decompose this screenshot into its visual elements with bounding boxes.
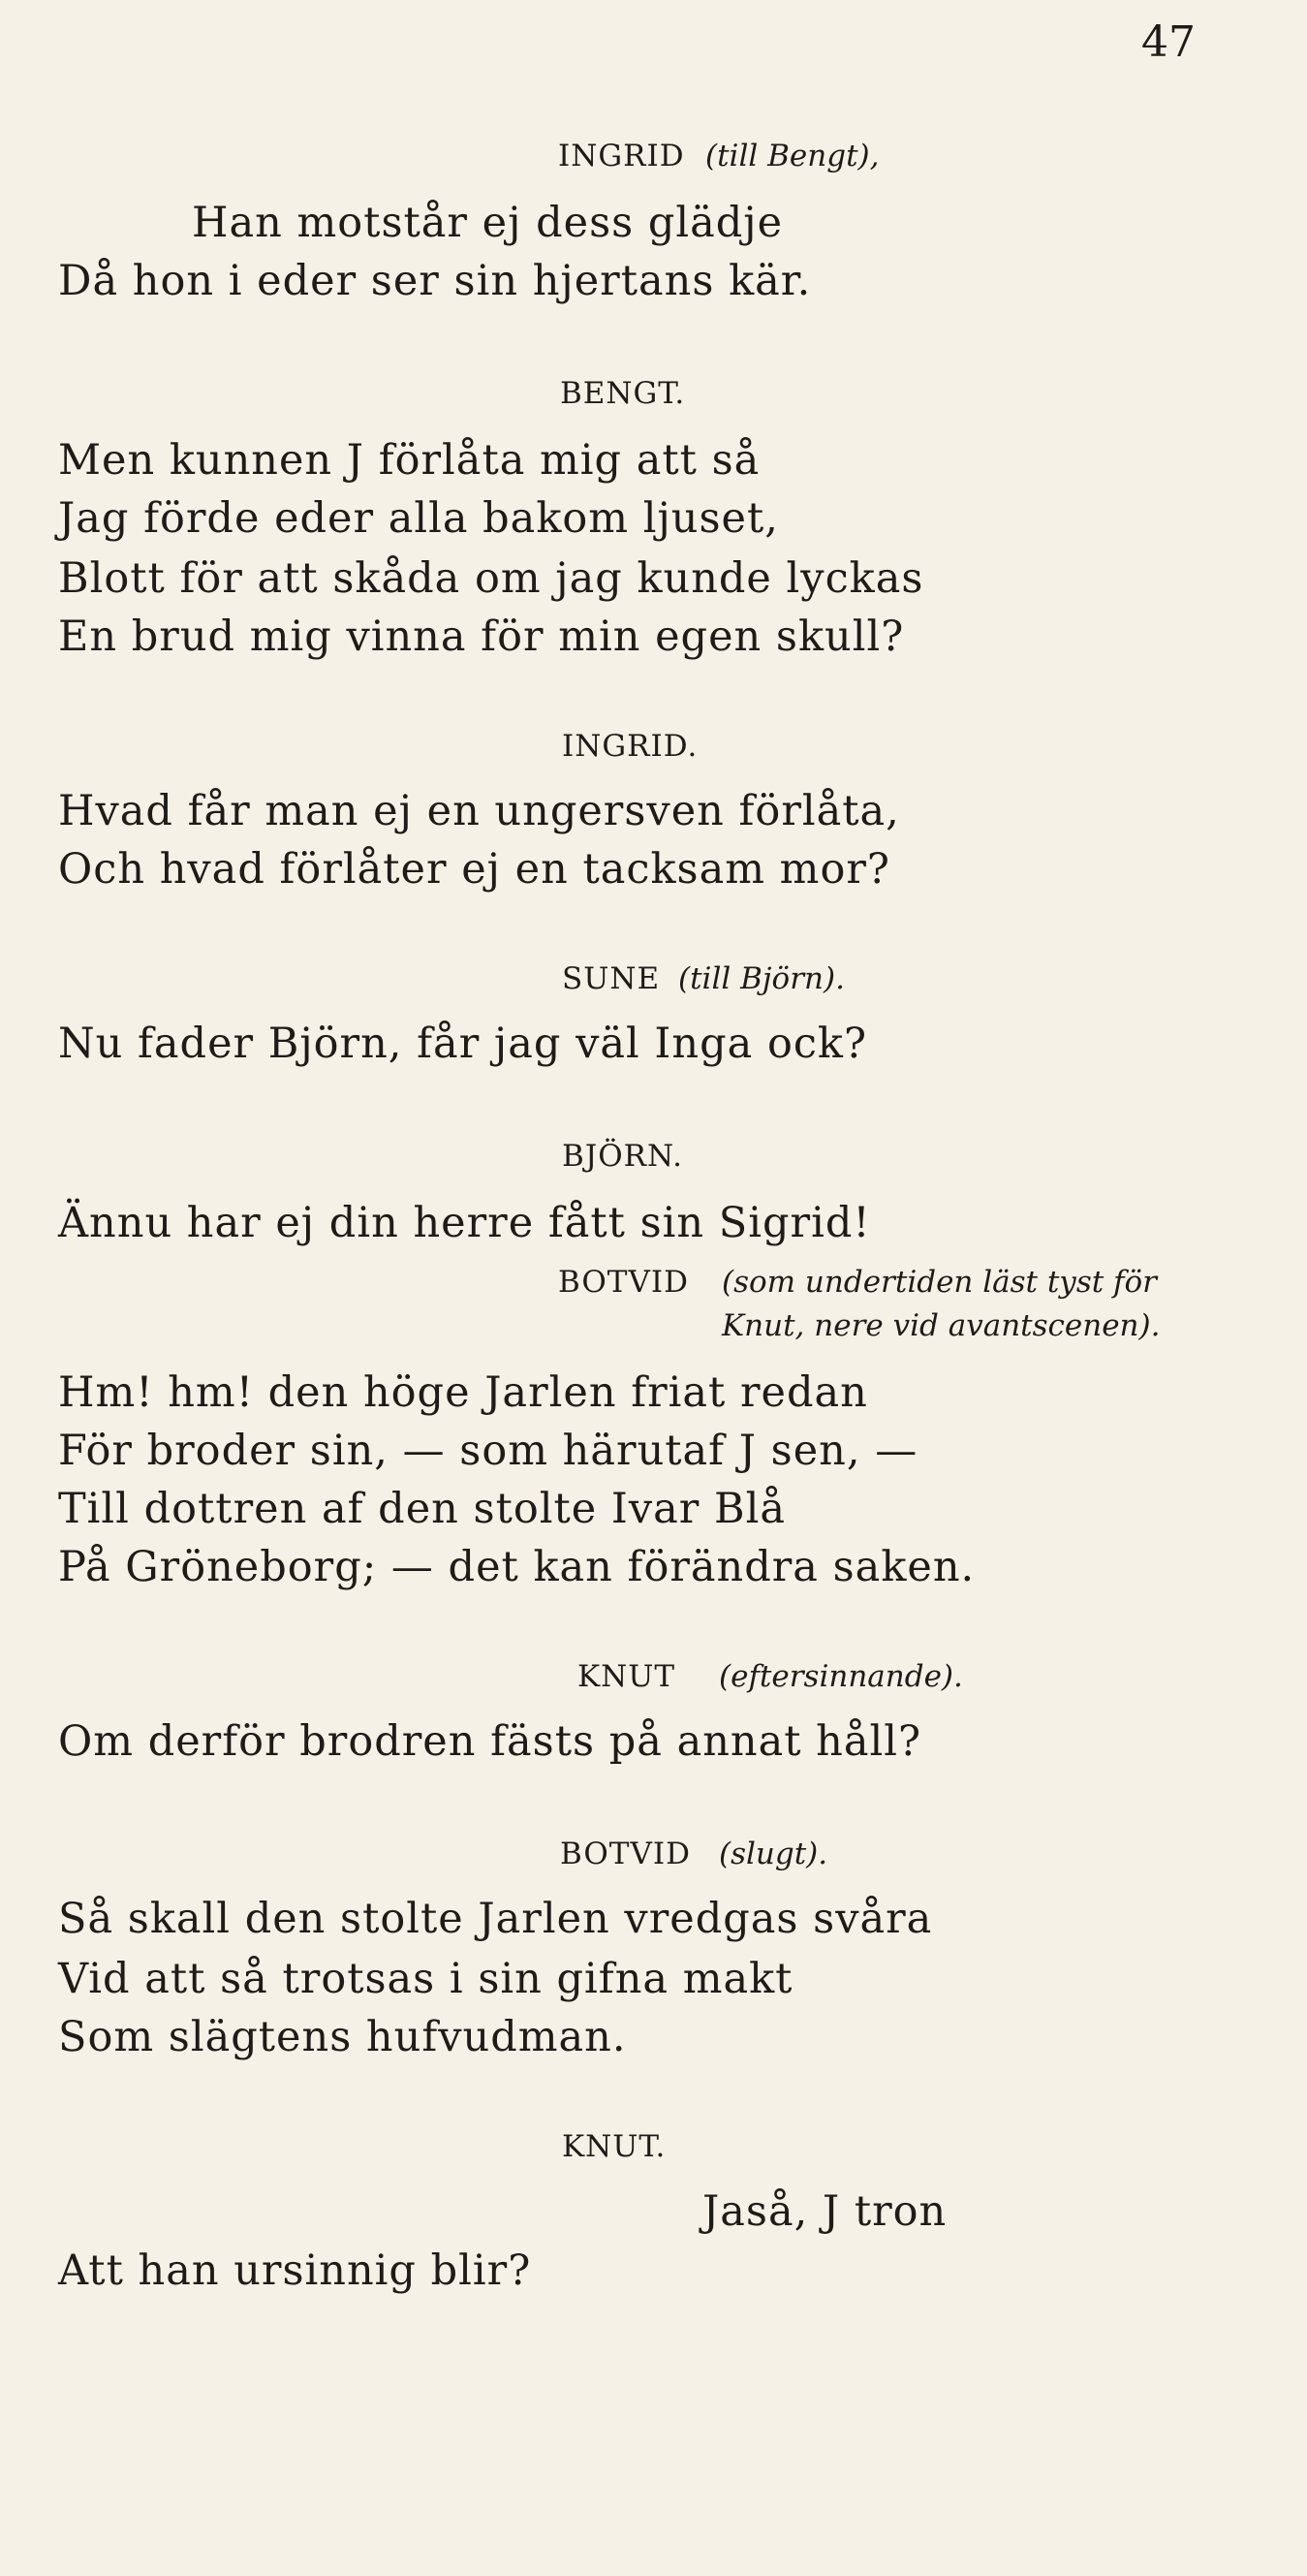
verse-line: Han motstår ej dess glädje [192,199,784,247]
speaker-name: KNUT. [562,2129,667,2164]
verse-line: För broder sin, — som härutaf J sen, — [58,1427,918,1475]
verse-line: Vid att så trotsas i sin gifna makt [58,1955,794,2003]
verse-line: Hm! hm! den höge Jarlen friat redan [58,1368,868,1417]
verse-line: Nu fader Björn, får jag väl Inga ock? [58,1020,868,1068]
verse-line: Till dottren af den stolte Ivar Blå [58,1485,787,1533]
stage-direction: Knut, nere vid avantscenen). [722,1308,1161,1343]
verse-line: Om derför brodren fästs på annat håll? [58,1717,922,1766]
speaker-name: INGRID [558,139,685,173]
verse-line: Och hvad förlåter ej en tacksam mor? [58,845,890,894]
verse-line: På Gröneborg; — det kan förändra saken. [58,1543,976,1591]
speaker-name: SUNE [562,961,661,996]
page-number: 47 [1141,17,1196,67]
speaker-name: BOTVID [558,1265,689,1300]
verse-line: Ännu har ej din herre fått sin Sigrid! [58,1199,871,1247]
verse-line: Jaså, J tron [702,2187,948,2236]
speaker-name: INGRID. [562,729,699,764]
stage-direction: (till Björn). [678,961,845,996]
verse-line: Då hon i eder ser sin hjertans kär. [58,257,812,305]
verse-line: Så skall den stolte Jarlen vredgas svåra [58,1895,933,1943]
verse-line: En brud mig vinna för min egen skull? [58,613,905,661]
verse-line: Hvad får man ej en ungersven förlåta, [58,787,900,835]
stage-direction: (slugt). [719,1837,828,1871]
speaker-name: KNUT [577,1659,676,1694]
speaker-name: BOTVID [560,1837,691,1871]
stage-direction: (eftersinnande). [719,1659,963,1694]
verse-line: Men kunnen J förlåta mig att så [58,436,761,485]
stage-direction: (som undertiden läst tyst för [722,1265,1158,1300]
verse-line: Som slägtens hufvudman. [58,2013,627,2061]
speaker-name: BENGT. [560,376,686,411]
verse-line: Blott för att skåda om jag kunde lyckas [58,554,924,603]
stage-direction: (till Bengt), [705,139,880,173]
verse-line: Jag förde eder alla bakom ljuset, [58,494,779,543]
verse-line: Att han ursinnig blir? [58,2246,532,2295]
speaker-name: BJÖRN. [562,1139,683,1174]
